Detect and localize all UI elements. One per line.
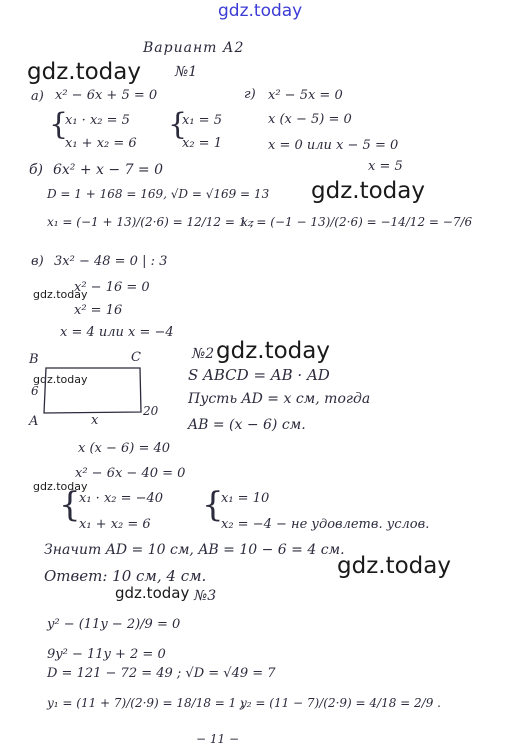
task1-a-sys1: x₁ · x₂ = 5 — [65, 113, 130, 128]
task3-y2: y₂ = (11 − 7)/(2·9) = 4/18 = 2/9 . — [240, 696, 441, 710]
task1-v-step3: x = 4 или x = −4 — [60, 325, 174, 340]
task1-v-equation: 3x² − 48 = 0 | : 3 — [54, 254, 168, 269]
figure-label-b: B — [29, 352, 39, 367]
task1-v-step1: x² − 16 = 0 — [74, 280, 150, 295]
figure-label-twenty: 20 — [143, 404, 159, 418]
task3-eq2: 9y² − 11y + 2 = 0 — [47, 647, 166, 662]
task2-ab: AB = (x − 6) см. — [188, 417, 306, 433]
task2-area: S ABCD = AB · AD — [188, 366, 330, 384]
page-number: − 11 − — [196, 732, 240, 746]
watermark: gdz.today — [33, 288, 88, 301]
watermark: gdz.today — [115, 584, 190, 602]
figure-label-x: x — [91, 413, 99, 428]
watermark: gdz.today — [311, 178, 425, 204]
task1-b-discriminant: D = 1 + 168 = 169, √D = √169 = 13 — [47, 187, 270, 201]
task2-res1: x₁ = 10 — [221, 491, 270, 506]
figure-label-six: 6 — [31, 384, 39, 398]
task2-number: №2 — [192, 346, 215, 362]
watermark: gdz.today — [33, 480, 88, 493]
system-brace: { — [202, 485, 224, 525]
task1-g-step1: x (x − 5) = 0 — [268, 112, 352, 127]
task2-eq1: x (x − 6) = 40 — [78, 441, 171, 456]
watermark: gdz.today — [27, 59, 141, 85]
page-title: Вариант А2 — [143, 40, 245, 56]
task1-b-x1: x₁ = (−1 + 13)/(2·6) = 12/12 = 1 ; — [47, 215, 255, 229]
figure-label-c: C — [131, 350, 141, 365]
task1-b-x2: x₂ = (−1 − 13)/(2·6) = −14/12 = −7/6 — [241, 215, 473, 229]
system-brace: { — [49, 107, 69, 142]
task3-y1: y₁ = (11 + 7)/(2·9) = 18/18 = 1 ; — [47, 696, 245, 710]
figure-label-a: A — [29, 414, 39, 429]
task2-sys2: x₁ + x₂ = 6 — [79, 517, 151, 532]
task2-answer: Ответ: 10 см, 4 см. — [44, 567, 207, 585]
system-brace: { — [59, 485, 81, 525]
task1-a-label: а) — [31, 89, 44, 104]
task1-a-equation: x² − 6x + 5 = 0 — [55, 88, 158, 103]
task1-v-step2: x² = 16 — [74, 303, 123, 318]
task2-eq2: x² − 6x − 40 = 0 — [75, 466, 186, 481]
task1-number: №1 — [175, 64, 198, 80]
task1-g-step2: x = 0 или x − 5 = 0 — [268, 138, 399, 153]
task2-conclusion: Значит AD = 10 см, AB = 10 − 6 = 4 см. — [44, 542, 345, 558]
task1-b-label: б) — [29, 162, 44, 178]
task2-res2: x₂ = −4 − не удовлетв. услов. — [221, 517, 430, 532]
task1-a-res2: x₂ = 1 — [182, 136, 222, 151]
task3-number: №3 — [194, 588, 217, 604]
task1-g-step3: x = 5 — [368, 159, 403, 174]
task3-discriminant: D = 121 − 72 = 49 ; √D = √49 = 7 — [47, 666, 276, 681]
task1-b-equation: 6x² + x − 7 = 0 — [53, 162, 164, 178]
watermark: gdz.today — [33, 373, 88, 386]
system-brace: { — [168, 107, 188, 142]
task2-let: Пусть AD = x см, тогда — [188, 391, 371, 407]
watermark: gdz.today — [337, 553, 451, 579]
task1-a-res1: x₁ = 5 — [182, 113, 222, 128]
task2-sys1: x₁ · x₂ = −40 — [79, 491, 164, 506]
watermark: gdz.today — [216, 338, 330, 364]
watermark-top: gdz.today — [218, 1, 303, 21]
task1-g-label: г) — [244, 87, 256, 102]
task1-a-sys2: x₁ + x₂ = 6 — [65, 136, 137, 151]
task1-v-label: в) — [31, 254, 44, 269]
task1-g-equation: x² − 5x = 0 — [268, 88, 343, 103]
task3-equation: y² − (11y − 2)/9 = 0 — [47, 617, 181, 632]
